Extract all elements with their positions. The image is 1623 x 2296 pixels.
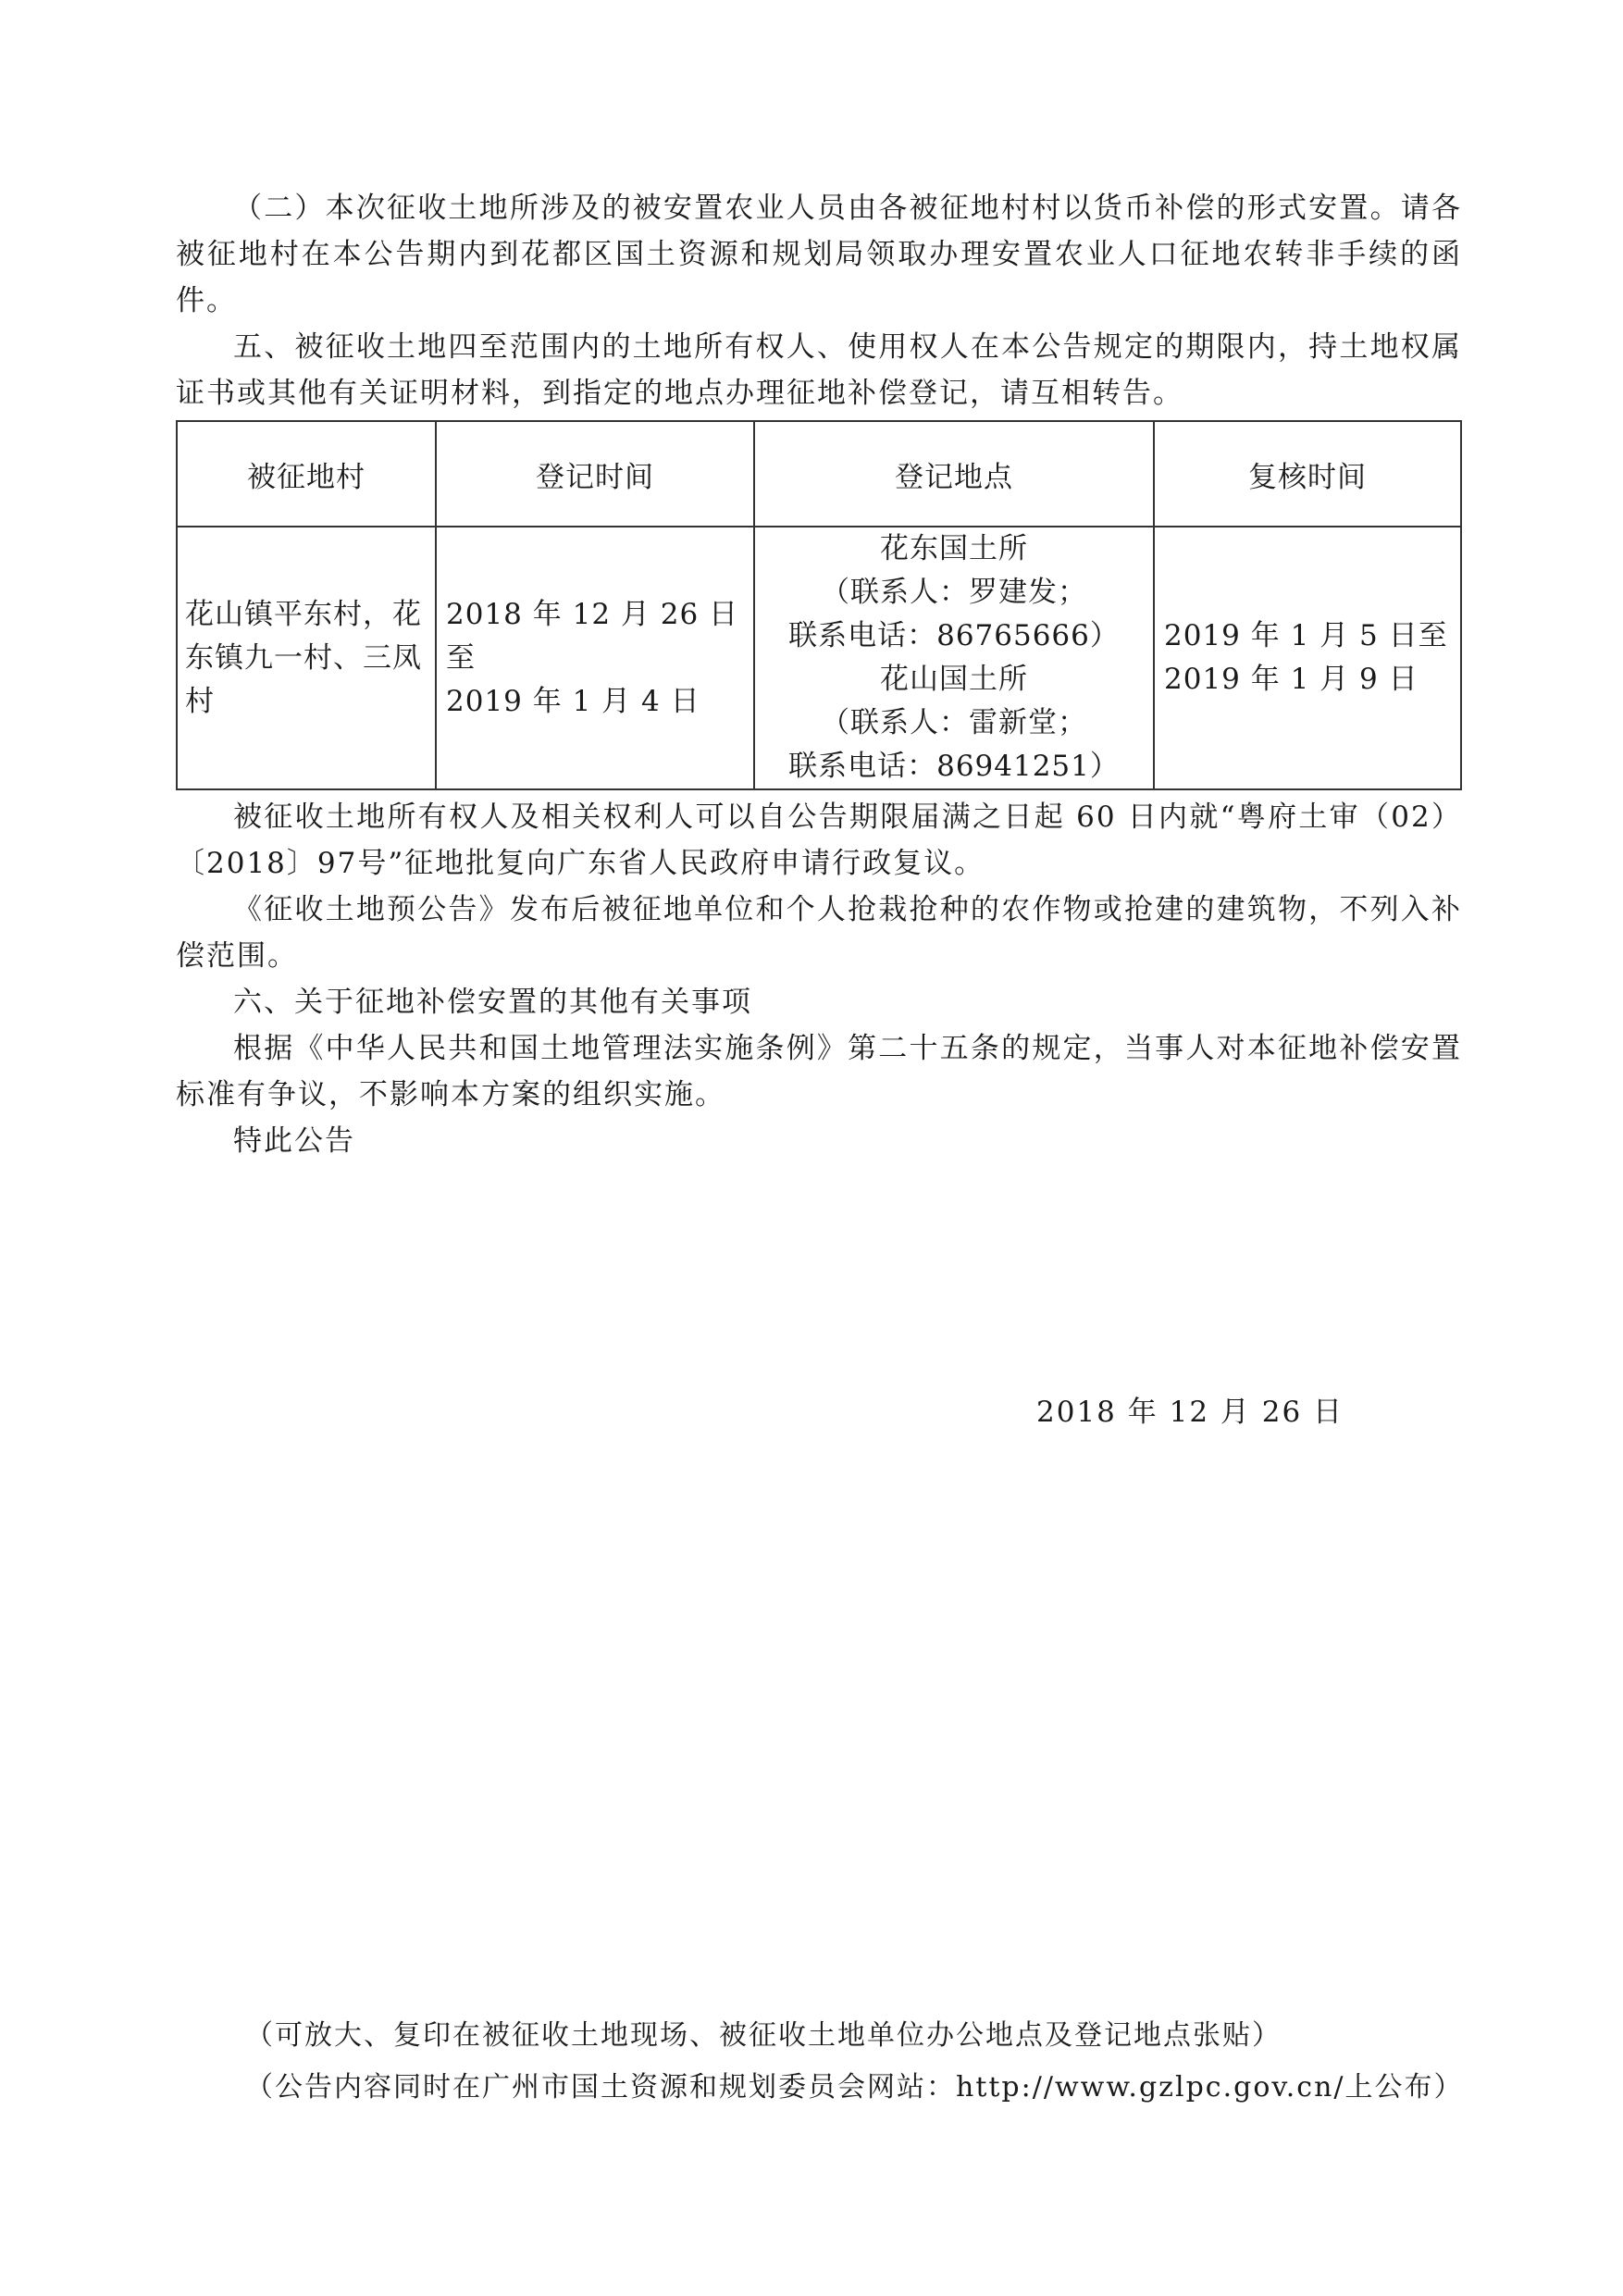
paragraph-registration: 五、被征收土地四至范围内的土地所有权人、使用权人在本公告规定的期限内，持土地权属证书或其他有关证明材料，到指定的地点办理征地补偿登记，请互相转告。 [176,330,1462,410]
place-phone-1: 联系电话：86765666） [788,619,1120,652]
reg-time-start: 2018 年 12 月 26 日至 [446,597,739,675]
review-time-end: 2019 年 1 月 9 日 [1164,663,1419,696]
paragraph-appeal: 被征收土地所有权人及相关权利人可以自公告期限届满之日起 60 日内就“粤府土审（02）〔2018〕97号”征地批复向广东省人民政府申请行政复议。 [176,800,1462,880]
paragraph-resettlement: （二）本次征收土地所涉及的被安置农业人员由各被征地村村以货币补偿的形式安置。请各被征地村在本公告期内到花都区国土资源和规划局领取办理安置农业人口征地农转非手续的函件。 [176,192,1462,317]
footer-posting-note: （可放大、复印在被征收土地现场、被征收土地单位办公地点及登记地点张贴） [245,2019,1282,2052]
table-header-reg-place: 登记地点 [754,421,1154,527]
table-header-row [177,421,1461,527]
paragraph-exclusion: 《征收土地预公告》发布后被征地单位和个人抢栽抢种的农作物或抢建的建筑物，不列入补偿范围。 [176,893,1462,973]
reg-time-end: 2019 年 1 月 4 日 [446,684,700,718]
place-office-1: 花东国土所 [880,532,1028,565]
closing-statement: 特此公告 [233,1124,355,1158]
notice-page [176,185,1462,1164]
table-header-review-time: 复核时间 [1154,421,1461,527]
paragraph-regulation: 根据《中华人民共和国土地管理法实施条例》第二十五条的规定，当事人对本征地补偿安置标准有争议，不影响本方案的组织实施。 [176,1032,1462,1111]
registration-table [176,420,1462,790]
review-time-start: 2019 年 1 月 5 日至 [1164,619,1448,652]
notice-date: 2018 年 12 月 26 日 [1036,1396,1344,1429]
place-office-2: 花山国土所 [880,663,1028,696]
footer-website-note: （公告内容同时在广州市国土资源和规划委员会网站：http://www.gzlpc.gov.cn/上公布） [245,2071,1464,2104]
place-phone-2: 联系电话：86941251） [788,750,1120,783]
table-header-village: 被征地村 [177,421,436,527]
cell-review-time [1154,527,1461,789]
cell-reg-time [436,527,754,789]
place-contact-1: （联系人：罗建发； [821,576,1087,609]
cell-reg-place [754,527,1154,789]
footer-notes [245,2010,1464,2114]
table-header-reg-time: 登记时间 [436,421,754,527]
table-row [177,527,1461,789]
section-heading-other-matters: 六、关于征地补偿安置的其他有关事项 [233,986,752,1019]
cell-village: 花山镇平东村，花东镇九一村、三凤村 [177,527,436,789]
place-contact-2: （联系人：雷新堂； [821,706,1087,739]
